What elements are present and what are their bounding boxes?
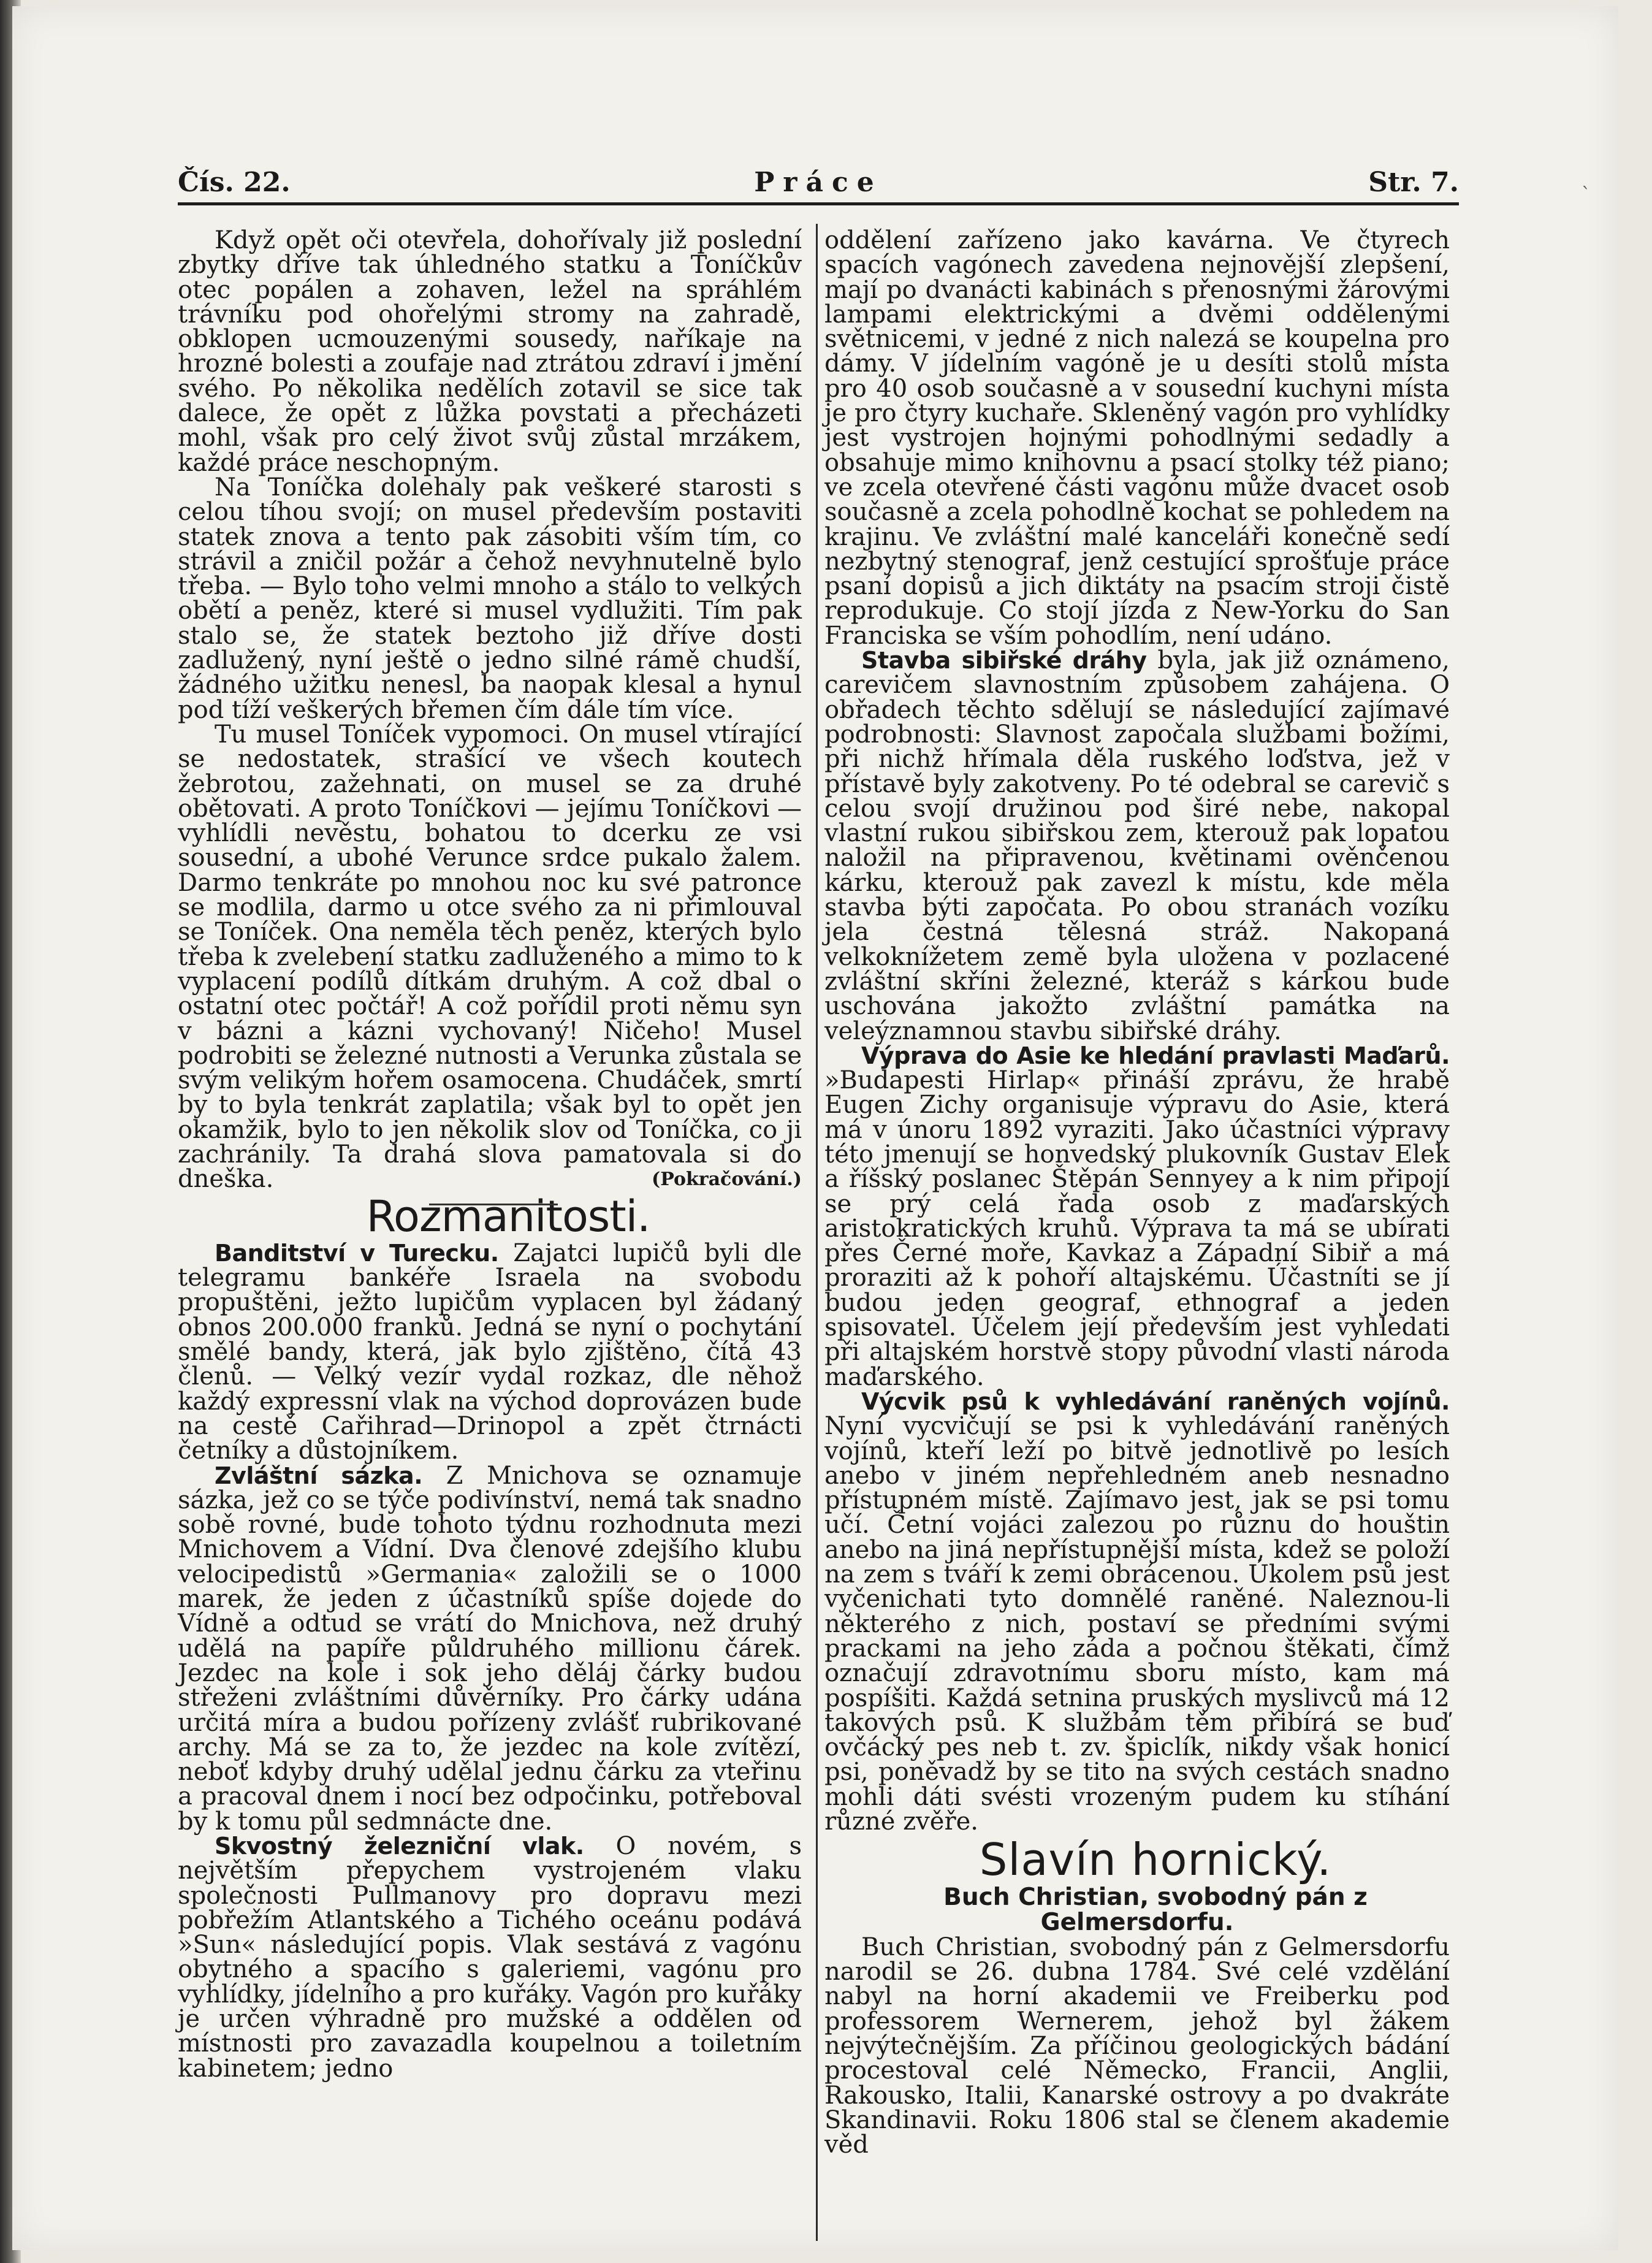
news-item-heading: Výprava do Asie ke hledání pravlasti Maďarů. xyxy=(861,1042,1450,1069)
continued-note: (Pokračování.) xyxy=(652,1168,802,1190)
newspaper-title: Práce xyxy=(754,167,883,198)
news-item-text: Z Mnichova se oznamuje sázka, jež co se týče podivínství, nemá tak snadno sobě rovné, bude tohoto týdnu rozhodnuta mezi Mnichovem a Vídní. Dva členové zdejšího klubu velocipedistů »Germania« založili se o 1000 marek, že jeden z účastníků spíše dojede do Vídně a odtud se vrátí do Mnichova, než druhý udělá na papíře půldruhého millionu čárek. Jezdec na kole i sok jeho děláj čárky budou střeženi zvláštními důvěrníky. Pro čárky udána určitá míra a budou pořízeny zvlášť rubrikované archy. Má se za to, že jezdec na kole zvítězí, neboť kdyby druhý udělal jednu čárku za vteřinu a pracoval dnem i nocí bez odpočinku, potřeboval by k tomu půl sedmnácte dne. xyxy=(178,1461,802,1836)
margin-mark: ˋ xyxy=(1582,184,1591,205)
news-item-text: Zajatci lupičů byli dle telegramu bankéře Israela na svobodu propuštěni, ježto lupičům vyplacen byl žádaný obnos 200.000 franků. Jedná se nyní o pochytání smělé bandy, která, jak bylo zjištěno, čítá 43 členů. — Velký vezír vydal rozkaz, dle něhož každý expressní vlak na východ doprovázen bude na cestě Cařihrad—Drinopol a zpět čtrnácti četníky a důstojníkem. xyxy=(178,1238,802,1465)
news-item-text: Nyní vycvičují se psi k vyhledávání raněných vojínů, kteří leží po bitvě jednotlivě po lesích anebo v jiném nepřehledném aneb nesnadno přístupném místě. Zajímavo jest, jak se psi tomu učí. Četní vojáci zalezou po různu do houštin anebo na jiná nepřístupnější místa, kdež se položí na zem s tváří k zemi obrácenou. Úkolem psů jest vyčenichati tyto domnělé raněné. Naleznou-li některého z nich, postaví se předními svými prackami na jeho záda a počnou štěkati, čímž označují zdravotnímu sboru místo, kam má pospíšiti. Každá setnina pruských myslivců má 12 takových psů. K službám těm přibírá se buď ovčácký pes neb t. zv. špiclík, nikdy však honicí psi, poněvadž by se tito na svých cestách snadno mohli dáti svésti vrozeným pudem ku stíhání různé zvěře. xyxy=(824,1412,1450,1836)
story-paragraph: Tu musel Toníček vypomoci. On musel vtírající se nedostatek, strašící ve všech koutech žebrotou, zažehnati, on musel se za druhé obětovati. A proto Toníčkovi — jejímu Toníčkovi — vyhlídli nevěstu, bohatou to dcerku ze vsi sousední, a ubohé Verunce srdce pukalo žalem. Darmo tenkráte po mnohou noc ku své patronce se modlila, darmo u otce svého za ni přimlouval se Toníček. Ona neměla těch peněz, kterých bylo třeba k zvelebení statku zadluženého a mimo to k vyplacení podílů dítkám druhým. A což dbal o ostatní otec počtář! A což pořídil proti němu syn v bázni a kázni vychovaný! Ničeho! Musel podrobiti se železné nutnosti a Verunka zůstala se svým velikým hořem osamocena. Chudáček, smrtí by to byla tenkrát zaplatila; však byl to opět jen okamžik, bylo to jen několik slov od Toníčka, co ji zachránily. Ta drahá slova pamatovala si do dneška. xyxy=(178,720,802,1194)
separator-rule xyxy=(429,1204,558,1205)
news-item xyxy=(178,1461,802,1836)
news-item-text: byla, jak již oznámeno, carevičem slavnostním způsobem zahájena. O obřadech těchto sdělují se následující zajímavé podrobnosti: Slavnost započala službami božími, při nichž hřímala děla ruského loďstva, jež v přístavě byly zakotveny. Po té odebral se carevič s celou svojí družinou pod širé nebe, nakopal vlastní rukou sibiřskou zem, kterouž pak lopatou naložil na připravenou, květinami ověnčenou kárku, kterouž pak zavezl k místu, kde měla stavba býti započata. Po obou stranách vozíku jela čestná tělesná stráž. Nakopaná velkoknížetem země byla uložena v pozlacené zvláštní skříni železné, kteráž s kárkou bude uschována jakožto zvláštní památka na veleýznamnou stavbu sibiřské dráhy. xyxy=(824,646,1450,1045)
news-item-heading: Banditství v Turecku. xyxy=(215,1239,499,1267)
news-item xyxy=(824,1044,1450,1389)
header-rule xyxy=(178,202,1459,205)
news-item-heading: Skvostný železniční vlak. xyxy=(215,1833,584,1860)
news-item-continuation: oddělení zařízeno jako kavárna. Ve čtyrech spacích vagónech zavedena nejnovější zlepšení, mají po dvanácti kabinách s přenosnými žárovými lampami elektrickými a dvěmi oddělenými světnicemi, v jedné z nich nalezá se koupelna pro dámy. V jídelním vagóně je u desíti stolů místa pro 40 osob současně a v sousední kuchyni místa je pro čtyry kuchaře. Skleněný vagón pro vyhlídky jest vystrojen hojnými pohodlnými sedadly a obsahuje mimo knihovnu a psací stolky též piano; ve zcela otevřené části vagónu může dvacet osob současně a zcela pohodlně kochat se pohledem na krajinu. Ve zvláštní malé kanceláři konečně sedí nezbytný stenograf, jenž cestující sprošťuje práce psaní dopisů a jich diktáty na psacím stroji čistě reprodukuje. Co stojí jízda z New-Yorku do San Franciska se vším pohodlím, není udáno. xyxy=(824,226,1450,650)
news-item-text: »Budapesti Hirlap« přináší zprávu, že hrabě Eugen Zichy organisuje výpravu do Asie, která má v únoru 1892 vyraziti. Jako účastníci výpravy této jmenují se honvedský plukovník Gustav Elek a říšský poslanec Štěpán Sennyey a k nim připojí se prý celá řada osob z maďarských aristokratických kruhů. Výprava ta má se ubírati přes Černé moře, Kavkaz a Západní Sibiř a má proraziti až k pohoří altajskému. Účastníti se jí budou jeden geograf, ethnograf a jeden spisovatel. Účelem její především jest vyhledati při altajském horstvě stopy původní vlasti národa maďarského. xyxy=(824,1066,1450,1391)
news-item xyxy=(178,1834,802,2081)
column-divider xyxy=(816,224,818,2241)
story-paragraph: Na Toníčka dolehaly pak veškeré starosti s celou tíhou svojí; on musel především postaviti statek znova a tento pak zásobiti vším tím, co strávil a zničil požár a čehož nevyhnutelně bylo třeba. — Bylo toho velmi mnoho a stálo to velkých obětí a peněz, které si musel vydlužiti. Tím pak stalo se, že statek beztoho již dříve dosti zadlužený, nyní ještě o jedno silné rámě chudší, žádného užitku nenesl, ba naopak klesal a hynul pod tíží veškerých břemen čím dále tím více. xyxy=(178,473,802,724)
news-item xyxy=(824,1389,1450,1834)
section-title-rozmanitosti: Rozmanitosti. xyxy=(366,1191,650,1242)
left-column xyxy=(178,228,802,2081)
news-item-heading: Výcvik psů k vyhledávání raněných vojínů. xyxy=(861,1387,1450,1415)
story-paragraph: Když opět oči otevřela, dohořívaly již poslední zbytky dříve tak úhledného statku a Toníčkův otec popálen a zohaven, ležel na spráhlém trávníku pod ohořelými stromy na zahradě, obklopen ucmouzenými sousedy, naříkaje na hrozné bolesti a zoufaje nad ztrátou zdraví i jmění svého. Po několika nedělích zotavil se sice tak dalece, že opět z lůžka povstati a přecházeti mohl, však pro celý život svůj zůstal mrzákem, každé práce neschopným. xyxy=(178,226,802,477)
news-item xyxy=(178,1238,802,1465)
news-item-heading: Stavba sibiřské dráhy xyxy=(861,647,1147,674)
bio-text: Buch Christian, svobodný pán z Gelmersdorfu narodil se 26. dubna 1784. Své celé vzdělání nabyl na horní akademii ve Freiberku pod professorem Wernerem, jehož byl žákem nejvýtečnějším. Za příčinou geologických bádání procestoval celé Německo, Francii, Anglii, Rakousko, Italii, Kanarské ostrovy a po dvakráte Skandinavii. Roku 1806 stal se členem akademie věd xyxy=(824,1933,1450,2159)
bio-heading: Buch Christian, svobodný pán z Gelmersdorfu. xyxy=(943,1883,1368,1936)
page-number: Str. 7. xyxy=(1368,167,1459,198)
section-title-slavin: Slavín hornický. xyxy=(979,1834,1332,1886)
news-item xyxy=(824,648,1450,1044)
right-column xyxy=(824,228,1450,2158)
issue-number: Čís. 22. xyxy=(178,167,291,198)
page-header xyxy=(178,167,1459,204)
news-item-text: O novém, s největším přepychem vystrojeném vlaku společnosti Pullmanovy pro dopravu mezi pobřežím Atlantského a Tichého oceánu podává »Sun« následující popis. Vlak sestává z vagónu obytného a spacího s galeriemi, vagónu pro vyhlídky, jídelního a pro kuřáky. Vagón pro kuřáky je určen výhradně pro mužské a oddělen od místnosti pro zavazadla koupelnou a toiletním kabinetem; jedno xyxy=(178,1832,802,2083)
news-item-heading: Zvláštní sázka. xyxy=(215,1462,423,1489)
